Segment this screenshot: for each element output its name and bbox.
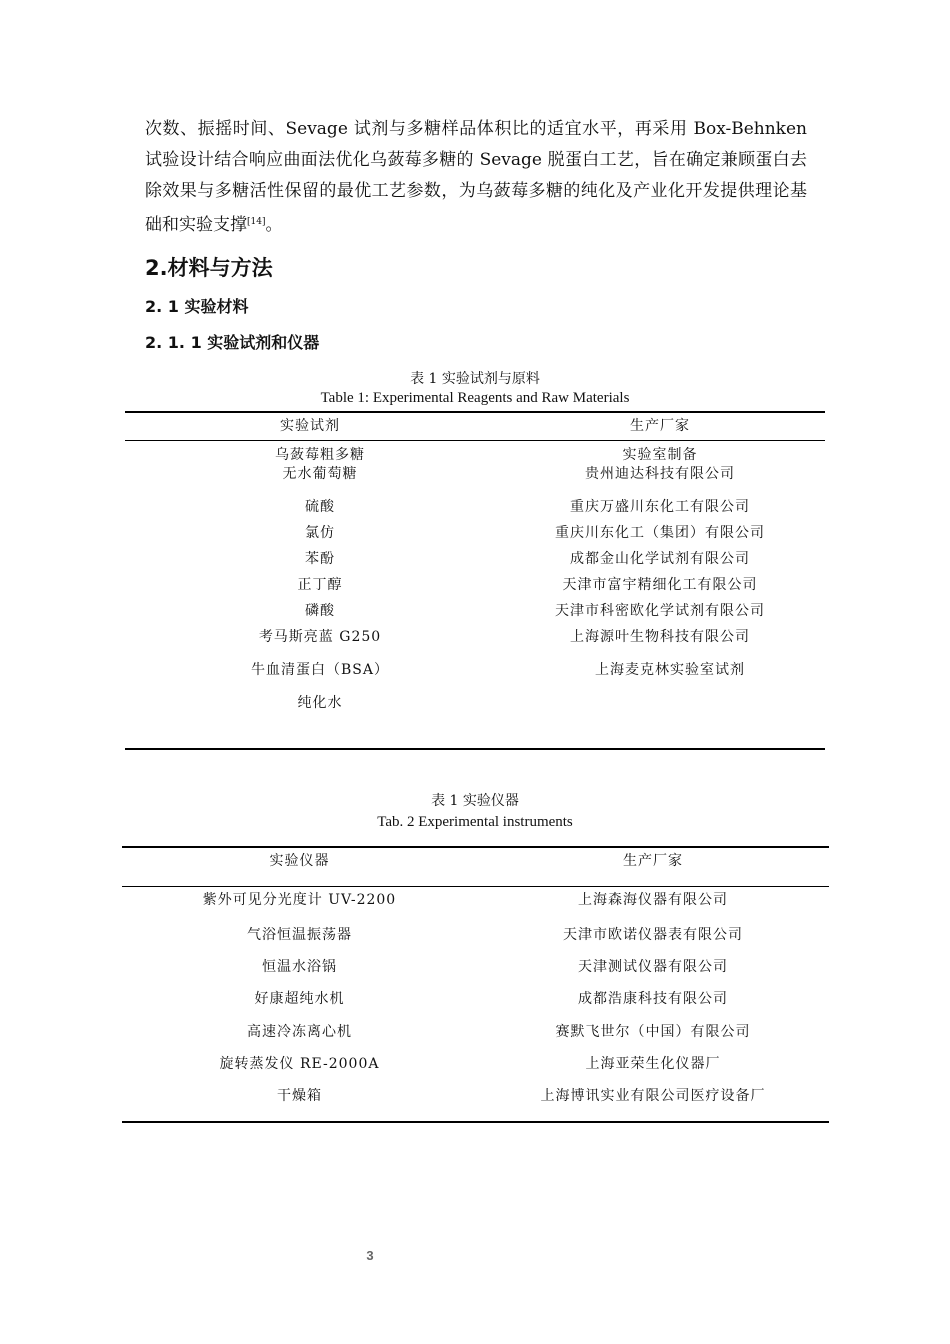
table2-cell: 紫外可见分光度计 UV-2200 — [202, 892, 397, 908]
table2-cell: 上海森海仪器有限公司 — [578, 892, 728, 908]
table1-cell: 正丁醇 — [297, 577, 343, 593]
page-number: 3 — [366, 1248, 374, 1263]
table1-header-rule — [125, 440, 825, 441]
table2-cell: 赛默飞世尔（中国）有限公司 — [555, 1024, 751, 1040]
table2-header-instrument: 实验仪器 — [269, 853, 330, 869]
table1-header-maker: 生产厂家 — [630, 418, 690, 434]
table1-top-rule — [125, 411, 825, 413]
subsubsection-heading: 2. 1. 1 实验试剂和仪器 — [145, 333, 320, 352]
table2-cell: 高速冷冻离心机 — [247, 1024, 352, 1040]
table1-cell: 乌蔹莓粗多糖 — [275, 447, 365, 463]
table2-cell: 恒温水浴锅 — [262, 959, 337, 975]
table1-cell: 纯化水 — [297, 695, 343, 711]
table1-cell: 上海麦克林实验室试剂 — [595, 662, 745, 678]
table1-cell: 考马斯亮蓝 G250 — [258, 629, 382, 645]
table1-cell: 重庆万盛川东化工有限公司 — [570, 499, 750, 515]
table2-cell: 气浴恒温振荡器 — [247, 927, 352, 943]
table1-bottom-rule — [125, 748, 825, 750]
table1-cell: 无水葡萄糖 — [282, 466, 358, 482]
table2-cell: 上海博讯实业有限公司医疗设备厂 — [540, 1088, 766, 1104]
table1-cell: 上海源叶生物科技有限公司 — [570, 629, 750, 645]
citation-ref: [14] — [247, 217, 266, 227]
table2-cell: 干燥箱 — [277, 1088, 322, 1104]
table2-bottom-rule — [122, 1121, 829, 1123]
table1-cell: 牛血清蛋白（BSA） — [251, 662, 389, 678]
table1-caption-cn: 表 1 实验试剂与原料 — [410, 371, 540, 387]
table2-cell: 天津市欧诺仪器表有限公司 — [563, 927, 743, 943]
table2-caption-cn: 表 1 实验仪器 — [431, 793, 519, 809]
table1-cell: 磷酸 — [305, 603, 335, 619]
table1-cell: 天津市富宇精细化工有限公司 — [562, 577, 758, 593]
table1-cell: 重庆川东化工（集团）有限公司 — [555, 525, 765, 541]
table2-cell: 上海亚荣生化仪器厂 — [585, 1056, 721, 1072]
table2-cell: 成都浩康科技有限公司 — [578, 991, 728, 1007]
table1-cell: 氯仿 — [305, 525, 335, 541]
table1-header-reagent: 实验试剂 — [280, 418, 340, 434]
table2-top-rule — [122, 846, 829, 848]
table2-cell: 好康超纯水机 — [254, 991, 345, 1007]
table1-cell: 硫酸 — [305, 499, 335, 515]
table2-header-maker: 生产厂家 — [623, 853, 683, 869]
table1-caption-en: Table 1: Experimental Reagents and Raw Materials — [320, 390, 630, 406]
table1-cell: 苯酚 — [305, 551, 335, 567]
intro-paragraph: 次数、振摇时间、Sevage 试剂与多糖样品体积比的适宜水平，再采用 Box-Behnken 试验设计结合响应曲面法优化乌蔹莓多糖的 Sevage 脱蛋白工艺，旨在确定兼顾蛋白去除效果与多糖活性保留的最优工艺参数，为乌蔹莓多糖的纯化及产业化开发提供理论基础和实验支撑[14]。 — [145, 119, 807, 235]
table1-cell: 实验室制备 — [622, 447, 698, 463]
table1-cell: 天津市科密欧化学试剂有限公司 — [555, 603, 765, 619]
table2-cell: 天津测试仪器有限公司 — [578, 959, 728, 975]
subsection-heading: 2. 1 实验材料 — [145, 297, 249, 316]
section-heading: 2.材料与方法 — [145, 256, 273, 280]
table1-cell: 成都金山化学试剂有限公司 — [570, 551, 750, 567]
table2-cell: 旋转蒸发仪 RE-2000A — [219, 1056, 380, 1072]
table1-cell: 贵州迪达科技有限公司 — [585, 466, 735, 482]
table2-header-rule — [122, 886, 829, 887]
table2-caption-en: Tab. 2 Experimental instruments — [377, 814, 573, 830]
